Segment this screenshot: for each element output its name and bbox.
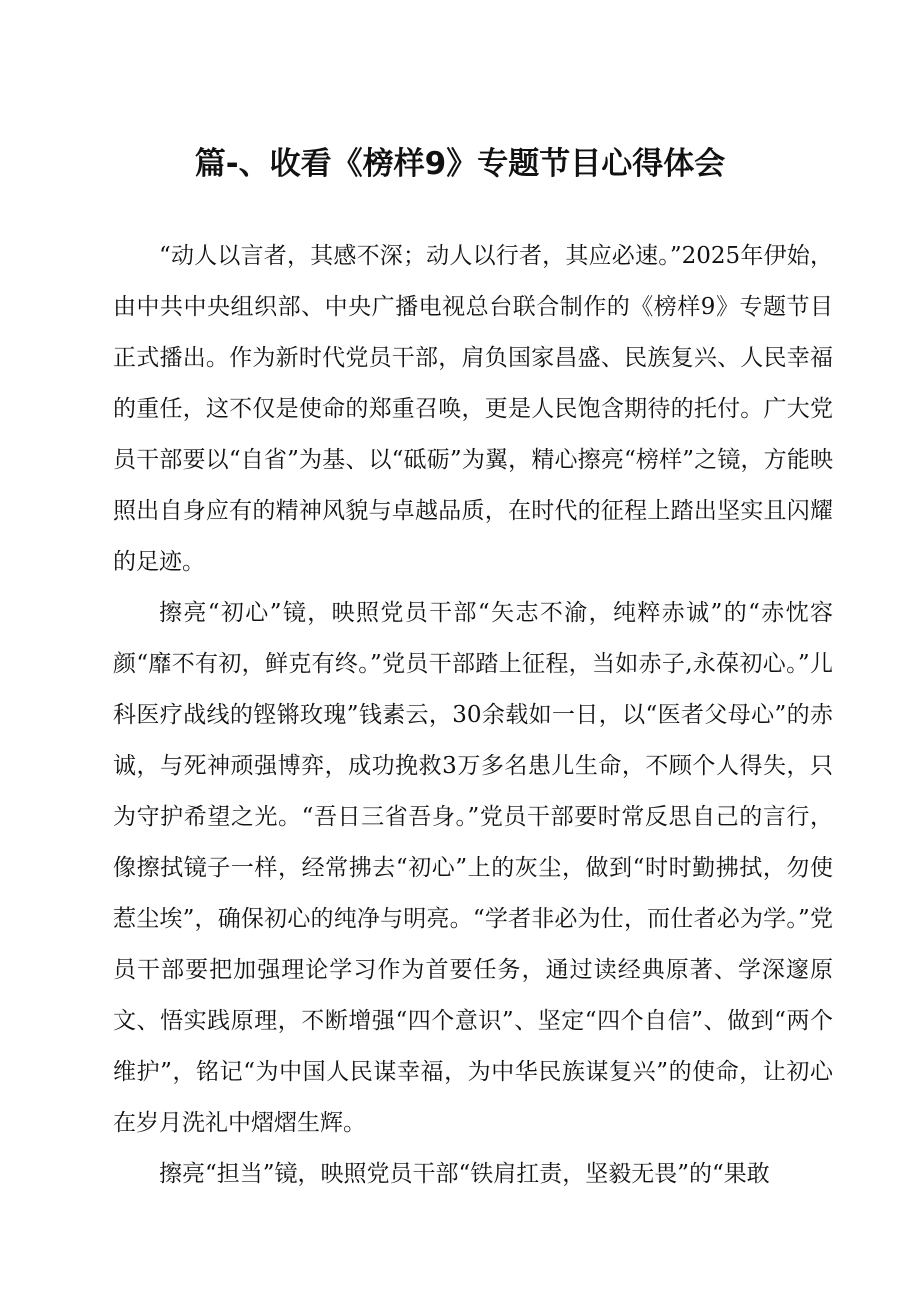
document-body	[113, 231, 833, 1200]
paragraph-intro: “动人以言者，其感不深；动人以行者，其应必速。”2025年伊始，由中共中央组织部、中央广播电视总台联合制作的《榜样9》专题节目正式播出。作为新时代党员干部，肩负国家昌盛、民族复兴、人民幸福的重任，这不仅是使命的郑重召唤，更是人民饱含期待的托付。广大党员干部要以“自省”为基、以“砥砺”为翼，精心擦亮“榜样”之镜，方能映照出自身应有的精神风貌与卓越品质，在时代的征程上踏出坚实且闪耀的足迹。	[113, 243, 833, 575]
paragraph-original-aspiration: 擦亮“初心”镜，映照党员干部“矢志不渝，纯粹赤诚”的“赤忱容颜“靡不有初，鲜克有终。”党员干部踏上征程，当如赤子,永葆初心。”儿科医疗战线的铿锵玫瑰”钱素云，30余载如一日，以“医者父母心”的赤诚，与死神顽强博弈，成功挽救3万多名患儿生命，不顾个人得失，只为守护希望之光。“吾日三省吾身。”党员干部要时常反思自己的言行，像擦拭镜子一样，经常拂去“初心”上的灰尘，做到“时时勤拂拭，勿使惹尘埃”，确保初心的纯净与明亮。“学者非必为仕，而仕者必为学。”党员干部要把加强理论学习作为首要任务，通过读经典原著、学深邃原文、悟实践原理，不断增强“四个意识”、坚定“四个自信”、做到“两个维护”，铭记“为中国人民谋幸福，为中华民族谋复兴”的使命，让初心在岁月洗礼中熠熠生辉。	[113, 600, 833, 1136]
paragraph-responsibility: 擦亮“担当”镜，映照党员干部“铁肩扛责，坚毅无畏”的“果敢	[159, 1161, 770, 1187]
document-title: 篇-、收看《榜样9》专题节目心得体会	[194, 146, 726, 182]
